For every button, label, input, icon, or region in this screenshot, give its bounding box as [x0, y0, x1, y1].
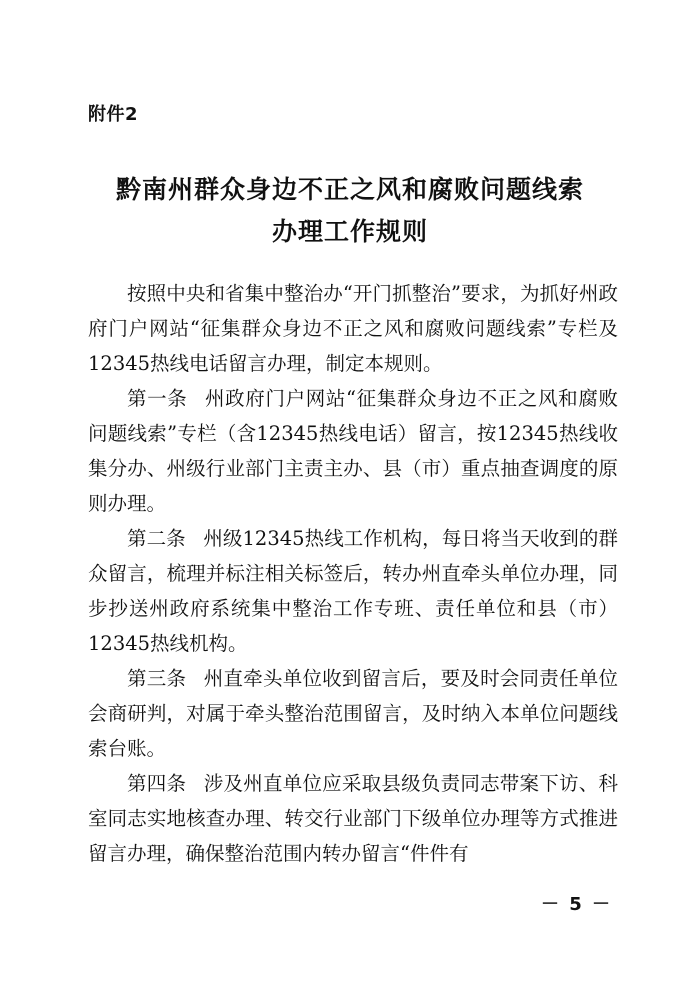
paragraph-text: 按照中央和省集中整治办“开门抓整治”要求，为抓好州政府门户网站“征集群众身边不正之风和腐败问题线索”专栏及12345热线电话留言办理，制定本规则。	[88, 282, 618, 375]
document-title-line-1: 黔南州群众身边不正之风和腐败问题线索	[115, 175, 584, 204]
article-number: 第三条	[127, 667, 187, 690]
paragraph-text: 州政府门户网站“征集群众身边不正之风和腐败问题线索”专栏（含12345热线电话）留言，按12345热线收集分办、州级行业部门主责主办、县（市）重点抽查调度的原则办理。	[88, 387, 618, 515]
paragraph-text: 州级12345热线工作机构，每日将当天收到的群众留言，梳理并标注相关标签后，转办州直牵头单位办理，同步抄送州政府系统集中整治工作专班、责任单位和县（市）12345热线机构。	[88, 527, 618, 655]
article-number: 第一条	[127, 387, 188, 410]
page-number: － 5 －	[540, 894, 612, 915]
article-number: 第二条	[127, 527, 186, 550]
paragraph-article-3	[88, 661, 618, 766]
paragraph-preamble	[88, 276, 618, 381]
paragraph-text: 涉及州直单位应采取县级负责同志带案下访、科室同志实地核查办理、转交行业部门下级单位办理等方式推进留言办理，确保整治范围内转办留言“件件有	[88, 772, 618, 865]
document-title-line-2: 办理工作规则	[271, 217, 428, 246]
attachment-label: 附件2	[88, 104, 139, 125]
article-number: 第四条	[127, 772, 187, 795]
paragraph-article-2	[88, 521, 618, 661]
document-body	[88, 276, 618, 871]
paragraph-text: 州直牵头单位收到留言后，要及时会同责任单位会商研判，对属于牵头整治范围留言，及时纳入本单位问题线索台账。	[88, 667, 618, 760]
paragraph-article-4	[88, 766, 618, 871]
paragraph-article-1	[88, 381, 618, 521]
